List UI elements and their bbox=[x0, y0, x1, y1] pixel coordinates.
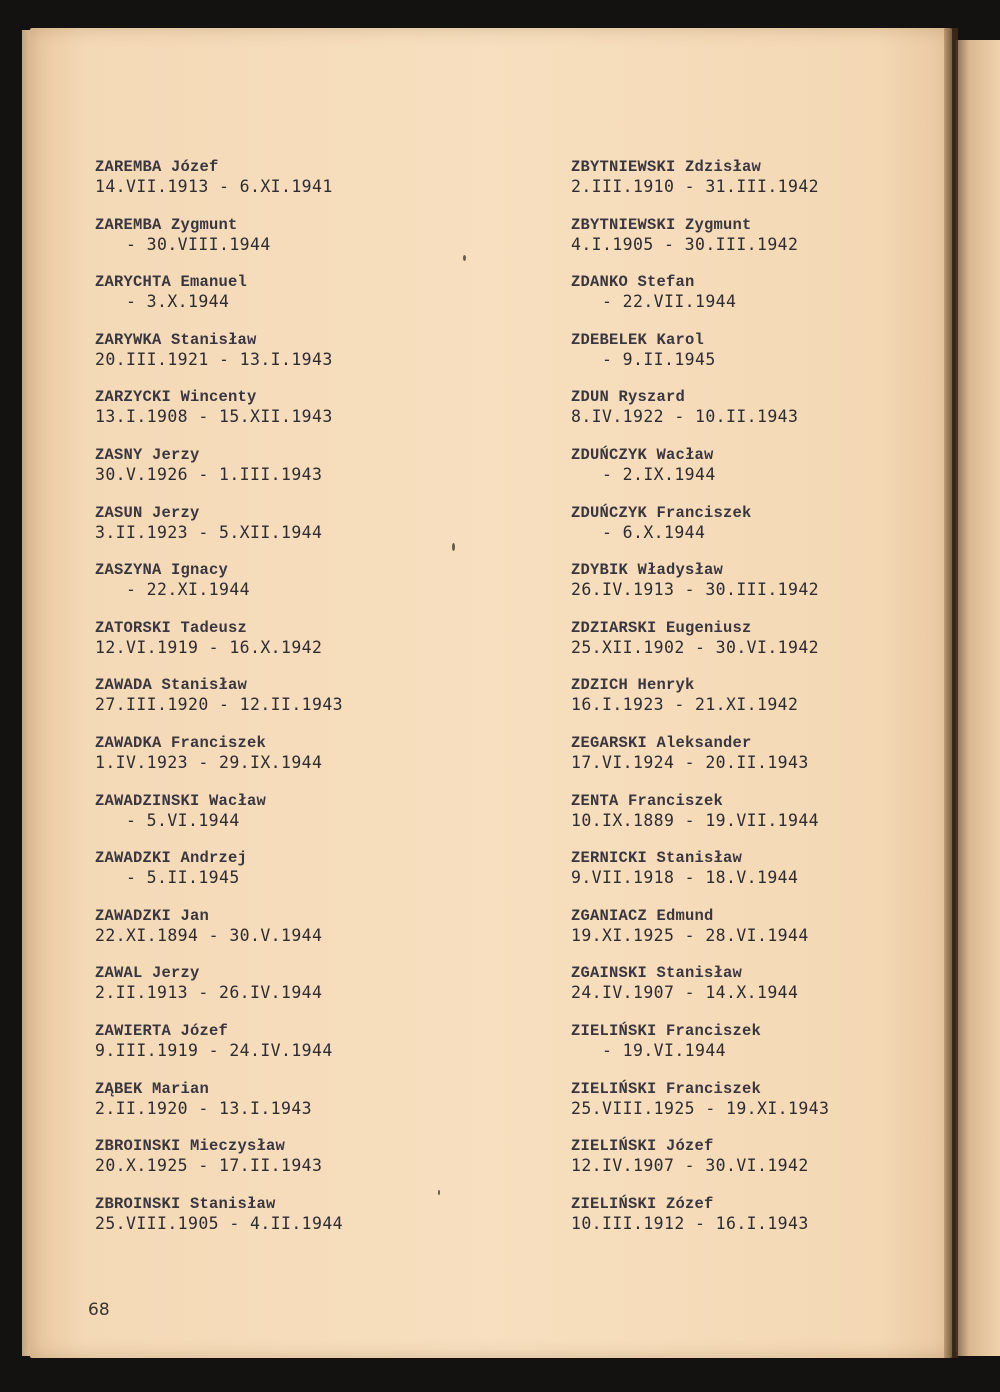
entry-name: ZIELIŃSKI Józef bbox=[571, 1137, 714, 1156]
entry-name: ZATORSKI Tadeusz bbox=[95, 618, 248, 637]
entry-dates: 3.II.1923 - 5.XII.1944 bbox=[95, 522, 323, 542]
list-item bbox=[95, 561, 495, 619]
list-item bbox=[95, 1080, 495, 1138]
entry-name: ZDUŃCZYK Franciszek bbox=[571, 503, 752, 522]
entry-name: ZIELIŃSKI Franciszek bbox=[571, 1021, 762, 1040]
entry-name: ZAWADZINSKI Wacław bbox=[95, 791, 267, 810]
list-item bbox=[571, 1137, 971, 1195]
list-item bbox=[571, 734, 971, 792]
entry-dates: 13.I.1908 - 15.XII.1943 bbox=[95, 407, 333, 427]
list-item bbox=[95, 504, 495, 562]
entry-name: ZAWADA Stanisław bbox=[95, 676, 248, 695]
entry-name: ZAWIERTA Józef bbox=[95, 1021, 229, 1040]
entry-dates: - 22.XI.1944 bbox=[95, 580, 251, 600]
entry-name: ZGAINSKI Stanisław bbox=[571, 964, 743, 983]
entry-name: ZBYTNIEWSKI Zdzisław bbox=[571, 158, 762, 176]
entry-dates: 25.XII.1902 - 30.VI.1942 bbox=[571, 637, 820, 657]
list-item bbox=[95, 907, 495, 965]
entry-dates: 9.III.1919 - 24.IV.1944 bbox=[95, 1040, 333, 1060]
entry-name: ZDUŃCZYK Wacław bbox=[571, 445, 714, 464]
list-item bbox=[571, 504, 971, 562]
entry-name: ZARYCHTA Emanuel bbox=[95, 273, 248, 292]
list-item bbox=[571, 1080, 971, 1138]
entry-name: ZARYWKA Stanisław bbox=[95, 330, 257, 349]
entry-dates: 10.III.1912 - 16.I.1943 bbox=[571, 1213, 809, 1233]
entry-dates: 2.II.1920 - 13.I.1943 bbox=[95, 1098, 313, 1118]
entry-name: ZDZIARSKI Eugeniusz bbox=[571, 618, 752, 637]
entry-dates: 9.VII.1918 - 18.V.1944 bbox=[571, 868, 799, 888]
entry-name: ZAWAL Jerzy bbox=[95, 964, 200, 983]
entry-name: ZAREMBA Józef bbox=[95, 158, 219, 176]
entry-dates: - 30.VIII.1944 bbox=[95, 234, 271, 254]
page-number: 68 bbox=[88, 1300, 110, 1320]
list-item bbox=[95, 331, 495, 389]
entry-name: ZDUN Ryszard bbox=[571, 388, 686, 407]
entry-dates: 10.IX.1889 - 19.VII.1944 bbox=[571, 810, 820, 830]
entry-dates: 30.V.1926 - 1.III.1943 bbox=[95, 464, 323, 484]
entry-name: ZERNICKI Stanisław bbox=[571, 849, 743, 868]
entry-dates: - 5.VI.1944 bbox=[95, 810, 240, 830]
list-item bbox=[95, 734, 495, 792]
list-item bbox=[571, 331, 971, 389]
entry-name: ZIELIŃSKI Zózef bbox=[571, 1194, 714, 1213]
list-item bbox=[95, 849, 495, 907]
entry-dates: 27.III.1920 - 12.II.1943 bbox=[95, 695, 344, 715]
list-item bbox=[95, 1195, 495, 1253]
entry-name: ZAWADZKI Jan bbox=[95, 906, 210, 925]
right-column bbox=[571, 158, 971, 1252]
entry-dates: 17.VI.1924 - 20.II.1943 bbox=[571, 752, 809, 772]
list-item bbox=[571, 561, 971, 619]
entry-name: ZIELIŃSKI Franciszek bbox=[571, 1079, 762, 1098]
entry-name: ZGANIACZ Edmund bbox=[571, 906, 714, 925]
list-item bbox=[95, 446, 495, 504]
entry-name: ZASZYNA Ignacy bbox=[95, 561, 229, 580]
entry-dates: 26.IV.1913 - 30.III.1942 bbox=[571, 580, 820, 600]
entry-dates: 12.VI.1919 - 16.X.1942 bbox=[95, 637, 323, 657]
entry-name: ZASNY Jerzy bbox=[95, 445, 200, 464]
list-item bbox=[95, 273, 495, 331]
entry-dates: 2.III.1910 - 31.III.1942 bbox=[571, 177, 820, 196]
left-column bbox=[95, 158, 495, 1252]
entry-dates: 25.VIII.1905 - 4.II.1944 bbox=[95, 1213, 344, 1233]
entry-dates: - 22.VII.1944 bbox=[571, 292, 737, 312]
entry-dates: 22.XI.1894 - 30.V.1944 bbox=[95, 925, 323, 945]
entry-name: ZAREMBA Zygmunt bbox=[95, 215, 238, 234]
list-item bbox=[95, 792, 495, 850]
list-item bbox=[571, 619, 971, 677]
list-item bbox=[571, 676, 971, 734]
entry-dates: 4.I.1905 - 30.III.1942 bbox=[571, 234, 799, 254]
entry-dates: 1.IV.1923 - 29.IX.1944 bbox=[95, 752, 323, 772]
list-item bbox=[95, 619, 495, 677]
list-item bbox=[571, 1195, 971, 1253]
entry-dates: - 2.IX.1944 bbox=[571, 464, 716, 484]
entry-name: ZAWADZKI Andrzej bbox=[95, 849, 248, 868]
entry-dates: 16.I.1923 - 21.XI.1942 bbox=[571, 695, 799, 715]
list-item bbox=[571, 446, 971, 504]
entry-name: ZDYBIK Władysław bbox=[571, 561, 724, 580]
entry-dates: - 3.X.1944 bbox=[95, 292, 230, 312]
entry-dates: 14.VII.1913 - 6.XI.1941 bbox=[95, 177, 333, 196]
list-item bbox=[95, 388, 495, 446]
entry-name: ZASUN Jerzy bbox=[95, 503, 200, 522]
entry-name: ZEGARSKI Aleksander bbox=[571, 733, 752, 752]
list-item bbox=[95, 1137, 495, 1195]
list-item bbox=[571, 907, 971, 965]
entry-dates: 20.X.1925 - 17.II.1943 bbox=[95, 1156, 323, 1176]
entry-name: ZBROINSKI Mieczysław bbox=[95, 1137, 286, 1156]
list-item bbox=[95, 158, 495, 216]
list-item bbox=[571, 273, 971, 331]
entry-name: ZBROINSKI Stanisław bbox=[95, 1194, 276, 1213]
list-item bbox=[571, 158, 971, 216]
entry-dates: - 6.X.1944 bbox=[571, 522, 706, 542]
entry-dates: 25.VIII.1925 - 19.XI.1943 bbox=[571, 1098, 830, 1118]
entry-name: ZDEBELEK Karol bbox=[571, 330, 705, 349]
list-item bbox=[95, 1022, 495, 1080]
entry-dates: 19.XI.1925 - 28.VI.1944 bbox=[571, 925, 809, 945]
entry-name: ZARZYCKI Wincenty bbox=[95, 388, 257, 407]
list-item bbox=[571, 216, 971, 274]
entry-dates: 24.IV.1907 - 14.X.1944 bbox=[571, 983, 799, 1003]
entry-name: ZĄBEK Marian bbox=[95, 1079, 210, 1098]
list-item bbox=[95, 964, 495, 1022]
list-item bbox=[571, 849, 971, 907]
entry-dates: 8.IV.1922 - 10.II.1943 bbox=[571, 407, 799, 427]
entry-name: ZBYTNIEWSKI Zygmunt bbox=[571, 215, 752, 234]
list-item bbox=[571, 792, 971, 850]
list-item bbox=[571, 388, 971, 446]
list-item bbox=[95, 676, 495, 734]
list-item bbox=[571, 1022, 971, 1080]
entry-dates: 2.II.1913 - 26.IV.1944 bbox=[95, 983, 323, 1003]
entry-dates: 12.IV.1907 - 30.VI.1942 bbox=[571, 1156, 809, 1176]
entry-name: ZAWADKA Franciszek bbox=[95, 733, 267, 752]
entry-name: ZDZICH Henryk bbox=[571, 676, 695, 695]
entry-dates: - 19.VI.1944 bbox=[571, 1040, 727, 1060]
entry-dates: - 9.II.1945 bbox=[571, 349, 716, 369]
entry-name: ZDANKO Stefan bbox=[571, 273, 695, 292]
entry-dates: 20.III.1921 - 13.I.1943 bbox=[95, 349, 333, 369]
entry-dates: - 5.II.1945 bbox=[95, 868, 240, 888]
list-item bbox=[571, 964, 971, 1022]
entry-name: ZENTA Franciszek bbox=[571, 791, 724, 810]
list-item bbox=[95, 216, 495, 274]
